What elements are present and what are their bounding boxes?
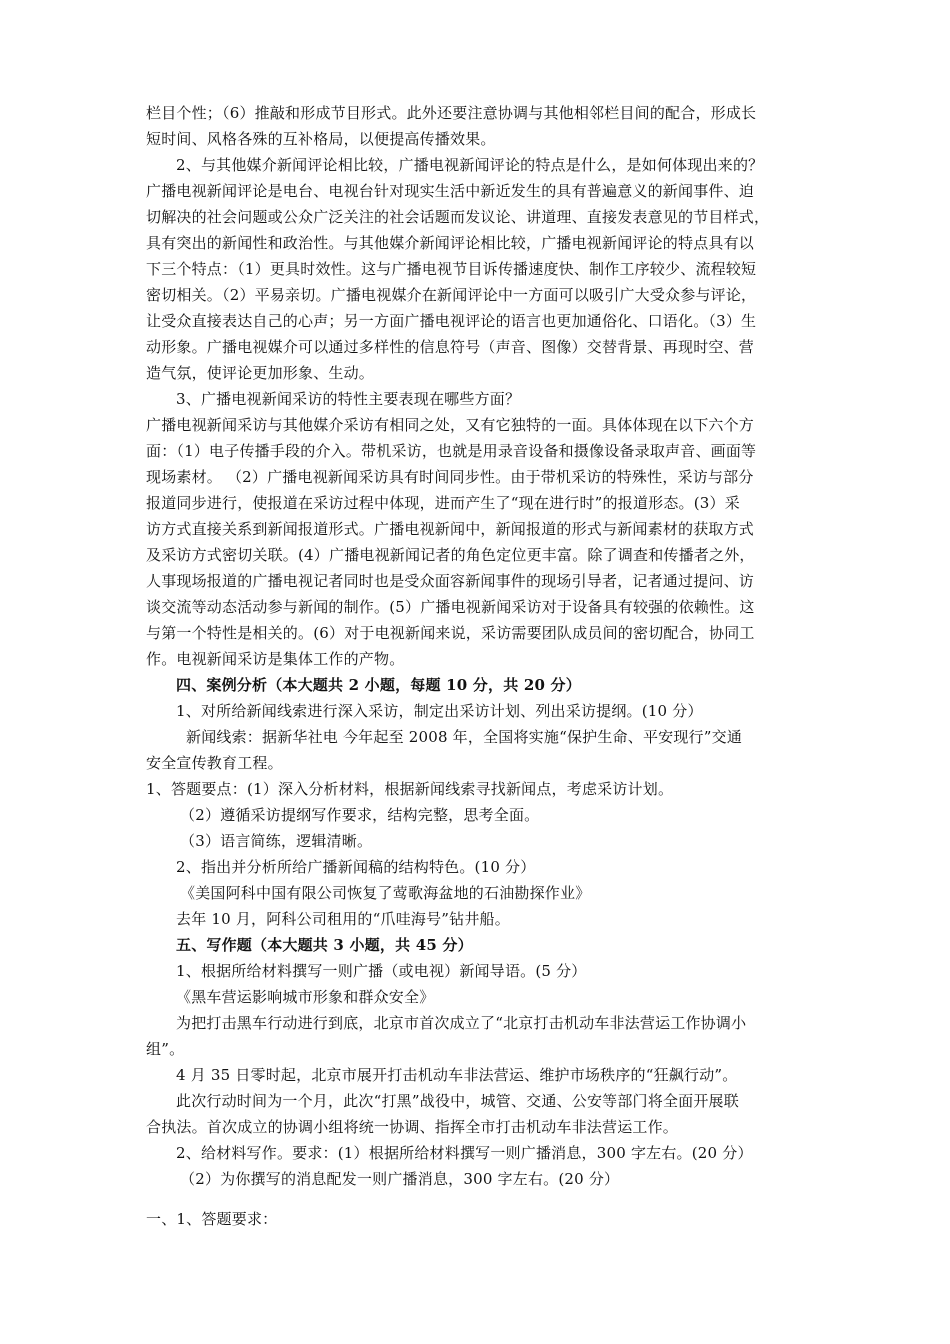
text-line: 谈交流等动态活动参与新闻的制作。(5）广播电视新闻采访对于设备具有较强的依赖性。这 [146, 598, 755, 616]
text-line: 人事现场报道的广播电视记者同时也是受众面容新闻事件的现场引导者，记者通过提问、访 [146, 572, 755, 590]
text-line: 及采访方式密切关联。(4）广播电视新闻记者的角色定位更丰富。除了调查和传播者之外， [146, 546, 755, 564]
text-line: 具有突出的新闻性和政治性。与其他媒介新闻评论相比较，广播电视新闻评论的特点具有以 [146, 234, 755, 252]
text-line: 《美国阿科中国有限公司恢复了莺歌海盆地的石油勘探作业》 [180, 884, 591, 902]
question-heading: 1、对所给新闻线索进行深入采访，制定出采访计划、列出采访提纲。(10 分） [176, 702, 703, 720]
spacer [146, 1192, 822, 1206]
text-line: 现场素材。 （2）广播电视新闻采访具有时间同步性。由于带机采访的特殊性，采访与部分 [146, 468, 754, 486]
question-heading: 2、与其他媒介新闻评论相比较，广播电视新闻评论的特点是什么，是如何体现出来的？ [176, 156, 764, 174]
text-line: 短时间、风格各殊的互补格局，以便提高传播效果。 [146, 130, 496, 148]
text-line: 密切相关。（2）平易亲切。广播电视媒介在新闻评论中一方面可以吸引广大受众参与评论， [146, 286, 757, 304]
text-line: 新闻线索：据新华社电 今年起至 2008 年，全国将实施“保护生命、平安现行”交通 [186, 728, 743, 746]
question-heading: 2、给材料写作。要求：(1）根据所给材料撰写一则广播消息，300 字左右。(20 分） [176, 1144, 753, 1162]
text-line: 造气氛，使评论更加形象、生动。 [146, 364, 375, 382]
text-line: 安全宣传教育工程。 [146, 754, 283, 772]
text-line: 切解决的社会问题或公众广泛关注的社会话题而发议论、讲道理、直接发表意见的节目样式， [146, 208, 770, 226]
text-line: 与第一个特性是相关的。(6）对于电视新闻来说，采访需要团队成员间的密切配合，协同工 [146, 624, 755, 642]
text-line: 为把打击黑车行动进行到底，北京市首次成立了“北京打击机动车非法营运工作协调小 [176, 1014, 747, 1032]
question-heading: 3、广播电视新闻采访的特性主要表现在哪些方面？ [176, 390, 521, 408]
text-line: 去年 10 月，阿科公司租用的“爪哇海号”钻井船。 [176, 910, 510, 928]
text-line: 让受众直接表达自己的心声；另一方面广播电视评论的语言也更加通俗化、口语化。（3）生 [146, 312, 757, 330]
document-body [146, 100, 822, 1232]
text-line: 4 月 35 日零时起，北京市展开打击机动车非法营运、维护市场秩序的“狂飙行动”。 [176, 1066, 738, 1084]
text-line: 1、答题要点：(1）深入分析材料，根据新闻线索寻找新闻点，考虑采访计划。 [146, 780, 674, 798]
question-heading: 1、根据所给材料撰写一则广播（或电视）新闻导语。(5 分） [176, 962, 587, 980]
text-line: 广播电视新闻评论是电台、电视台针对现实生活中新近发生的具有普遍意义的新闻事件、迫 [146, 182, 755, 200]
text-line: 报道同步进行，使报道在采访过程中体现，进而产生了“现在进行时”的报道形态。(3）采 [146, 494, 740, 512]
text-line: 作。电视新闻采访是集体工作的产物。 [146, 650, 405, 668]
text-line: 组”。 [146, 1040, 185, 1058]
text-line: （3）语言简练，逻辑清晰。 [180, 832, 373, 850]
text-line: 一、1、答题要求： [146, 1210, 278, 1228]
question-heading: 2、指出并分析所给广播新闻稿的结构特色。(10 分） [176, 858, 536, 876]
text-line: 《黑车营运影响城市形象和群众安全》 [176, 988, 435, 1006]
text-line: 广播电视新闻采访与其他媒介采访有相同之处，又有它独特的一面。具体体现在以下六个方 [146, 416, 755, 434]
text-line: 访方式直接关系到新闻报道形式。广播电视新闻中，新闻报道的形式与新闻素材的获取方式 [146, 520, 755, 538]
text-line: （2）为你撰写的消息配发一则广播消息，300 字左右。(20 分） [180, 1170, 620, 1188]
text-line: 面：（1）电子传播手段的介入。带机采访，也就是用录音设备和摄像设备录取声音、画面等 [146, 442, 757, 460]
text-line: 栏目个性；（6）推敲和形成节目形式。此外还要注意协调与其他相邻栏目间的配合，形成长 [146, 104, 757, 122]
text-line: 合执法。首次成立的协调小组将统一协调、指挥全市打击机动车非法营运工作。 [146, 1118, 679, 1136]
text-line: 动形象。广播电视媒介可以通过多样性的信息符号（声音、图像）交替背景、再现时空、营 [146, 338, 755, 356]
text-line: 此次行动时间为一个月，此次“打黑”战役中，城管、交通、公安等部门将全面开展联 [176, 1092, 739, 1110]
text-line: （2）遵循采访提纲写作要求，结构完整，思考全面。 [180, 806, 540, 824]
section-heading: 五、写作题（本大题共 3 小题，共 45 分） [176, 936, 473, 954]
section-heading: 四、案例分析（本大题共 2 小题，每题 10 分，共 20 分） [176, 676, 581, 694]
text-line: 下三个特点：（1）更具时效性。这与广播电视节目诉传播速度快、制作工序较少、流程较短 [146, 260, 757, 278]
